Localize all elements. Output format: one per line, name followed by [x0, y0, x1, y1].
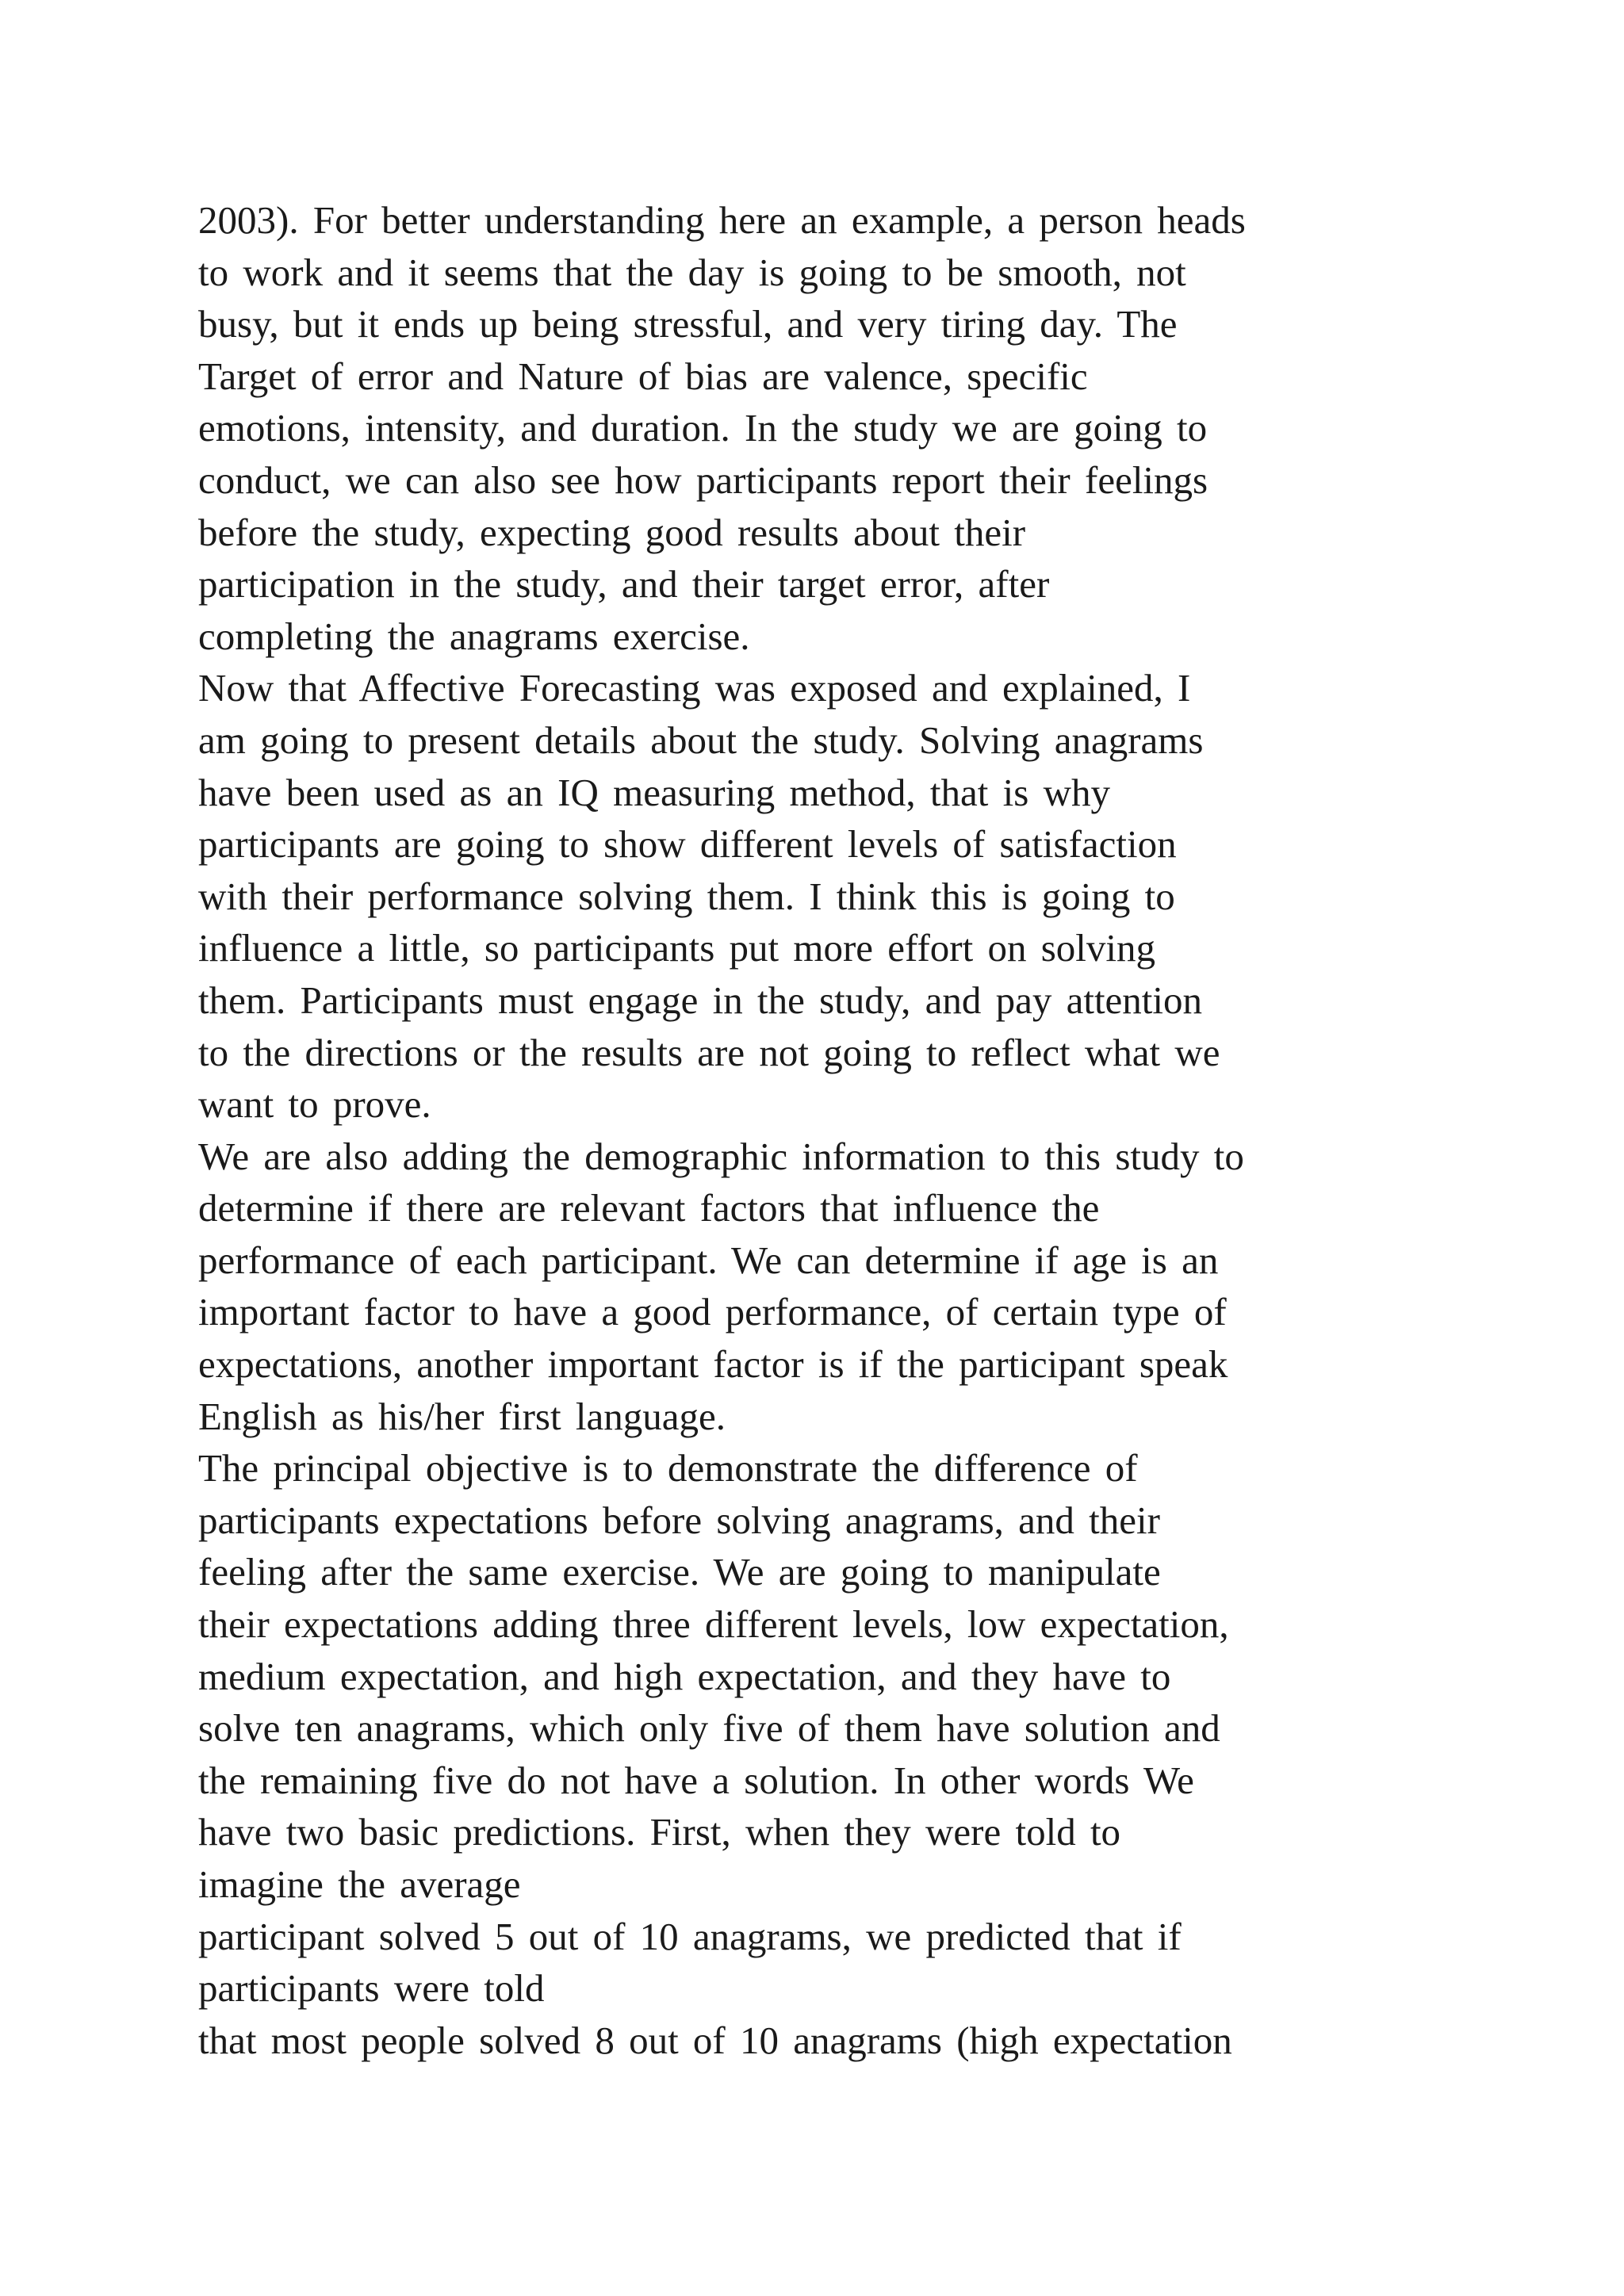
text-line: have two basic predictions. First, when they were told to: [198, 1810, 1121, 1854]
text-line: emotions, intensity, and duration. In the study we are going to: [198, 406, 1208, 450]
text-line: them. Participants must engage in the study, and pay attention: [198, 978, 1203, 1022]
text-line: solve ten anagrams, which only five of them have solution and: [198, 1706, 1220, 1751]
text-line: The principal objective is to demonstrate the difference of: [198, 1446, 1138, 1490]
text-line: Target of error and Nature of bias are valence, specific: [198, 354, 1088, 398]
text-line: conduct, we can also see how participants report their feelings: [198, 457, 1208, 502]
text-line: the remaining five do not have a solution. In other words We: [198, 1758, 1194, 1802]
text-line: their expectations adding three different levels, low expectation,: [198, 1602, 1229, 1647]
text-line: important factor to have a good performance, of certain type of: [198, 1290, 1227, 1334]
text-line: participants are going to show different levels of satisfaction: [198, 822, 1177, 867]
text-line: imagine the average: [198, 1862, 521, 1906]
text-line: determine if there are relevant factors that influence the: [198, 1186, 1100, 1230]
text-line: am going to present details about the study. Solving anagrams: [198, 718, 1204, 762]
text-line: expectations, another important factor is if the participant speak: [198, 1342, 1228, 1387]
text-line: participation in the study, and their target error, after: [198, 562, 1050, 607]
body-text: [198, 194, 1435, 2066]
text-line: to work and it seems that the day is going to be smooth, not: [198, 250, 1186, 294]
text-line: performance of each participant. We can determine if age is an: [198, 1238, 1219, 1282]
text-line: We are also adding the demographic information to this study to: [198, 1134, 1244, 1178]
text-line: participants were told: [198, 1966, 545, 2011]
text-line: English as his/her first language.: [198, 1394, 726, 1438]
text-line: to the directions or the results are not going to reflect what we: [198, 1030, 1220, 1074]
text-line: want to prove.: [198, 1082, 431, 1127]
text-line: participant solved 5 out of 10 anagrams, we predicted that if: [198, 1914, 1182, 1958]
text-line: medium expectation, and high expectation, and they have to: [198, 1654, 1171, 1698]
text-line: influence a little, so participants put more effort on solving: [198, 926, 1156, 970]
text-line: feeling after the same exercise. We are going to manipulate: [198, 1550, 1161, 1594]
text-line: participants expectations before solving anagrams, and their: [198, 1498, 1160, 1542]
text-line: before the study, expecting good results about their: [198, 510, 1026, 554]
text-line: Now that Affective Forecasting was exposed and explained, I: [198, 666, 1191, 710]
text-line: with their performance solving them. I think this is going to: [198, 874, 1175, 918]
text-line: completing the anagrams exercise.: [198, 614, 750, 658]
text-line: have been used as an IQ measuring method, that is why: [198, 770, 1110, 814]
text-line: busy, but it ends up being stressful, and very tiring day. The: [198, 302, 1178, 346]
text-line: 2003). For better understanding here an example, a person heads: [198, 198, 1246, 242]
text-line: that most people solved 8 out of 10 anagrams (high expectation: [198, 2018, 1232, 2062]
